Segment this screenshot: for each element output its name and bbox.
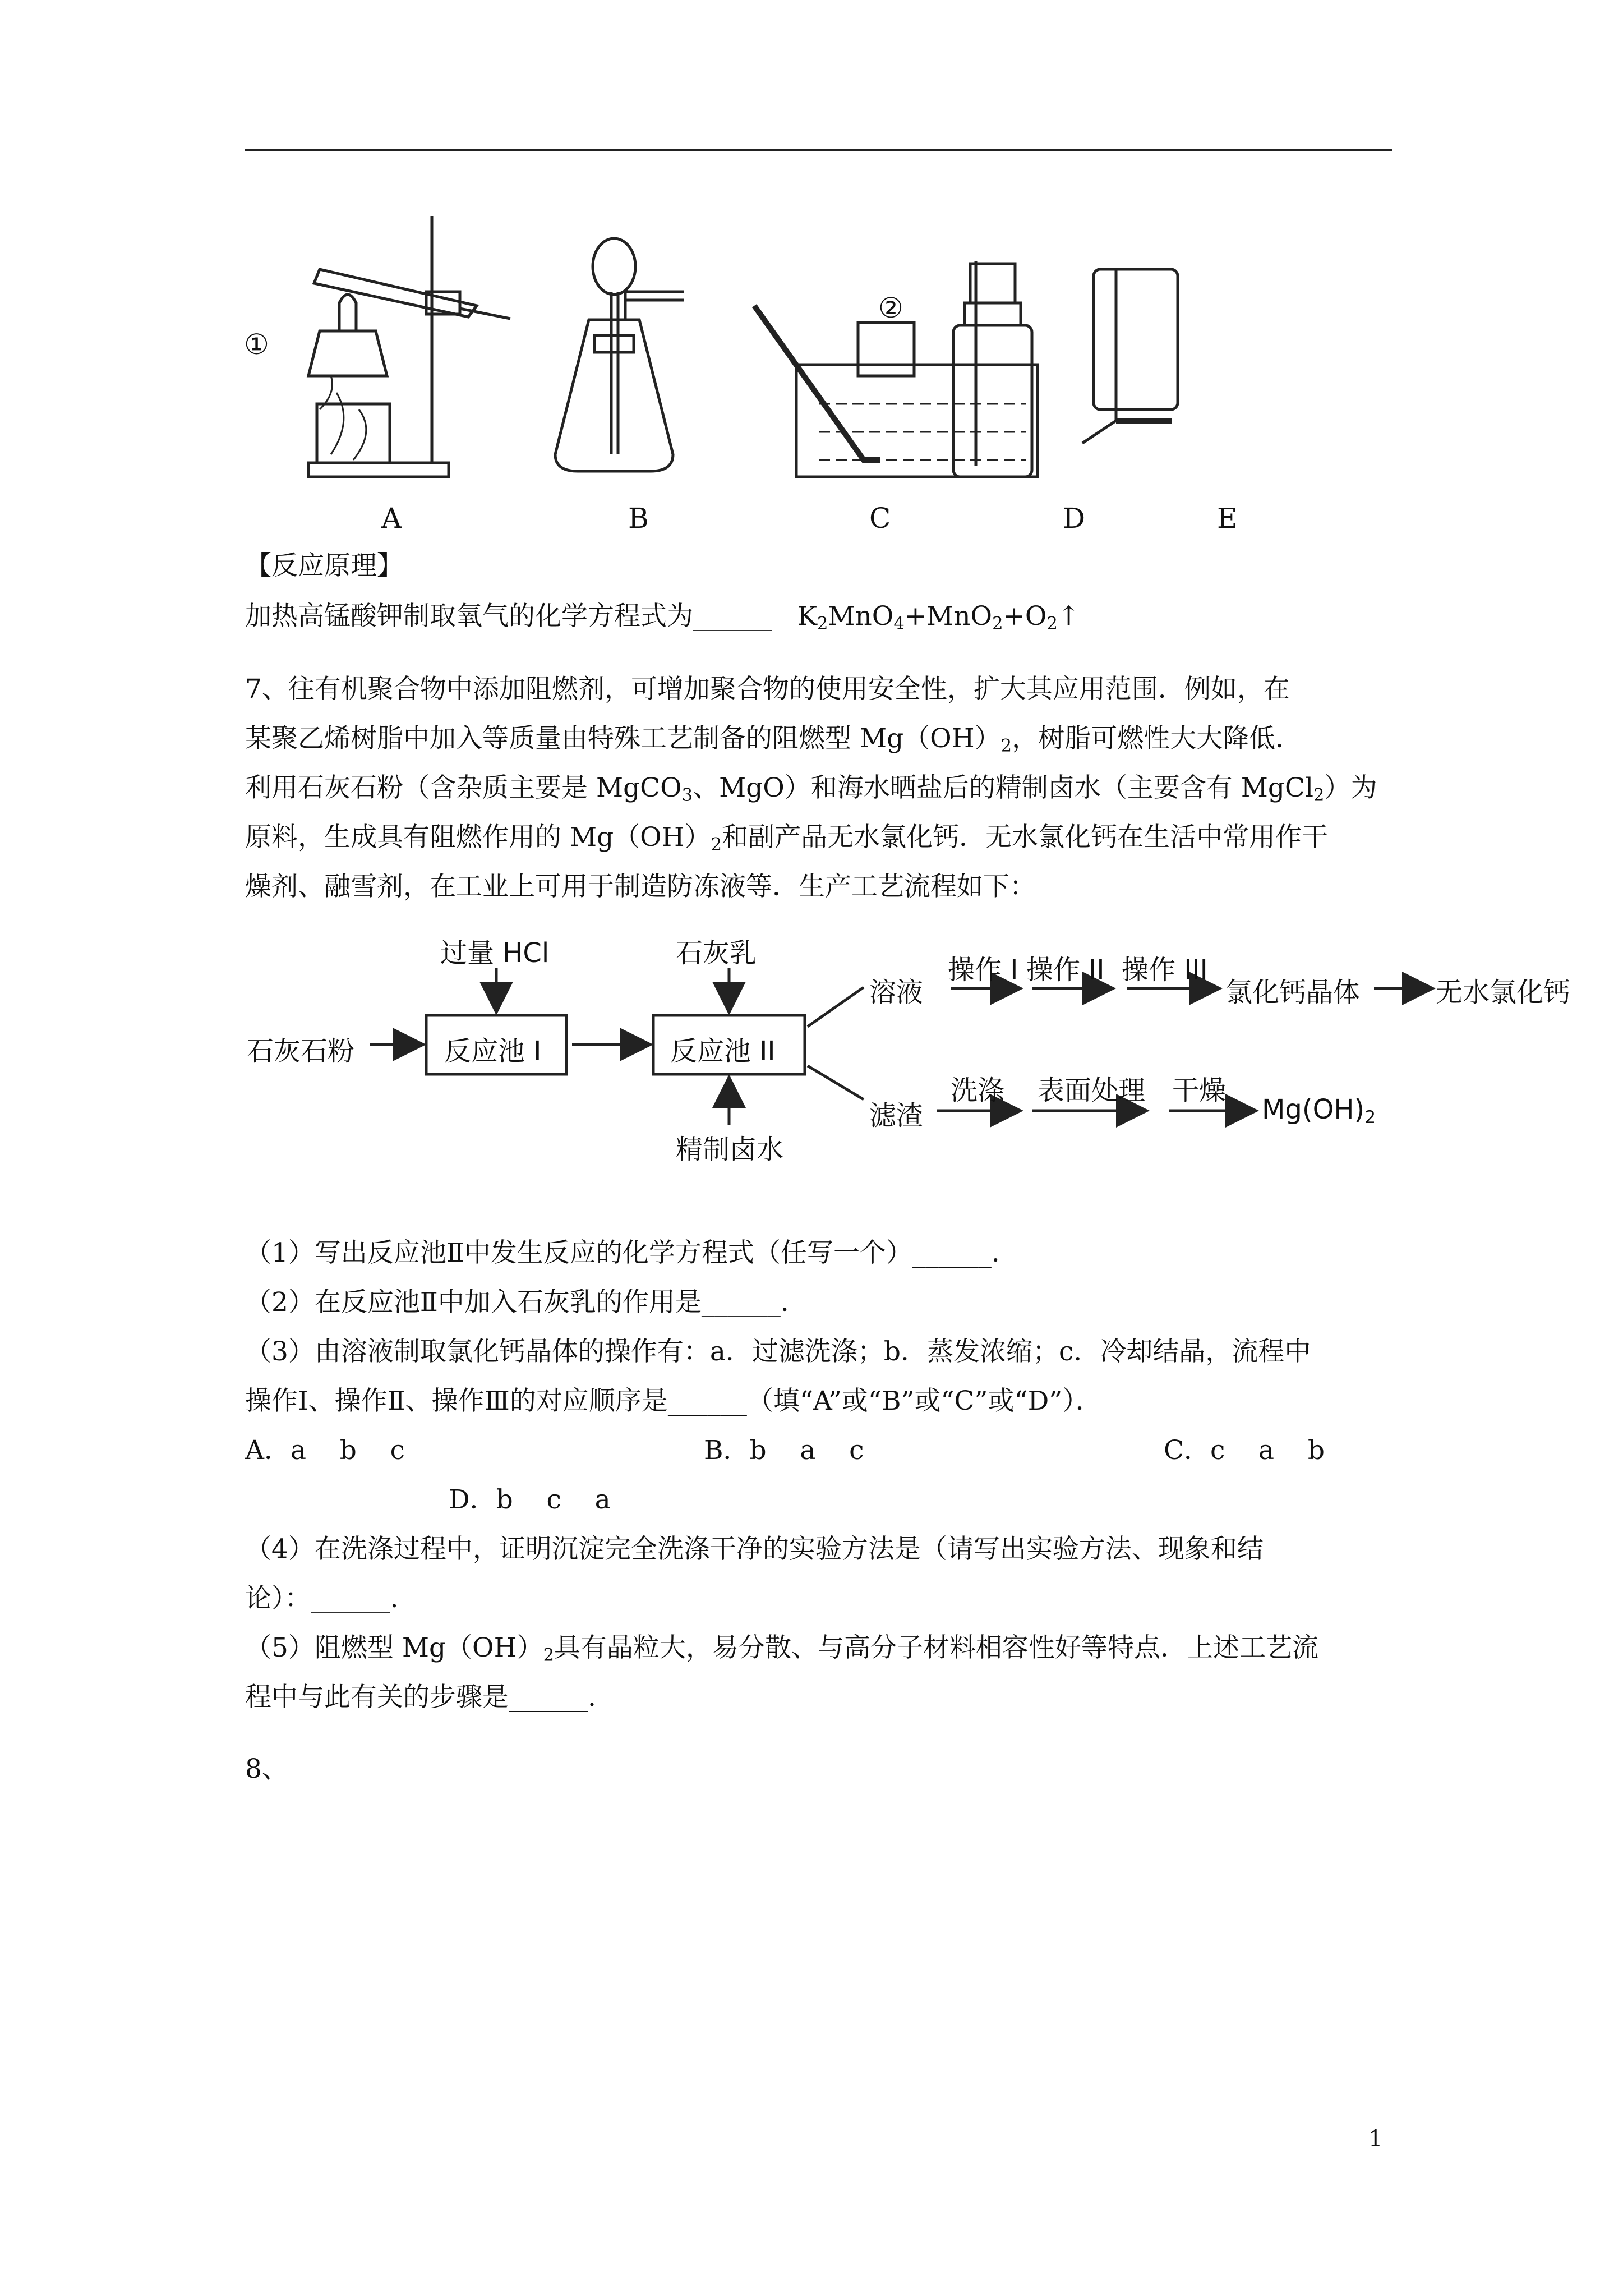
flame xyxy=(339,295,356,331)
q7-line4: 原料，生成具有阻燃作用的 $Mg(OH)_2$和副产品无水氯化钙．无水氯化钙在生活中常用作干 xyxy=(245,822,1329,855)
gas-bottle-d xyxy=(953,325,1032,477)
flow-op1: 操作 I xyxy=(948,954,1018,986)
q7-line1: 7、往有机聚合物中添加阻燃剂，可增加聚合物的使用安全性，扩大其应用范围．例如，在 xyxy=(245,674,1290,705)
flow-wash: 洗涤 xyxy=(951,1075,1005,1106)
apparatus-figure xyxy=(241,208,1295,544)
question-3-line2: 操作Ⅰ、操作Ⅱ、操作Ⅲ的对应顺序是______（填“A”或“B”或“C”或“D”）． xyxy=(245,1386,1102,1416)
page-number: 1 xyxy=(1368,2126,1383,2152)
flow-pool2: 反应池 II xyxy=(670,1036,776,1067)
reaction-line: 加热高锰酸钾制取氧气的化学方程式为______ $K_2MnO_4+MnO_2+O_2↑$ xyxy=(245,601,1080,634)
flow-lines xyxy=(236,926,1593,1178)
flow-brine: 精制卤水 xyxy=(676,1134,784,1165)
wood-block xyxy=(317,404,390,463)
header-rule xyxy=(245,149,1392,151)
option-c: C．c a b xyxy=(1164,1435,1325,1466)
flow-hcl: 过量 HCl xyxy=(440,937,550,969)
flow-input: 石灰石粉 xyxy=(247,1036,355,1067)
question-1: （1）写出反应池Ⅱ中发生反应的化学方程式（任写一个）______． xyxy=(245,1237,1018,1268)
flow-solution: 溶液 xyxy=(869,977,924,1008)
question-3-line1: （3）由溶液制取氯化钙晶体的操作有：a．过滤洗涤；b．蒸发浓缩；c．冷却结晶，流程中 xyxy=(245,1336,1311,1367)
label-d: D xyxy=(1063,502,1086,535)
gas-jar xyxy=(858,323,914,376)
option-a: A．a b c xyxy=(245,1435,405,1466)
funnel-bulb xyxy=(593,238,635,295)
process-flow-diagram xyxy=(236,926,1593,1178)
q7-line2: 某聚乙烯树脂中加入等质量由特殊工艺制备的阻燃型 $Mg(OH)_2$，树脂可燃性大大降低． xyxy=(245,723,1302,756)
question-5-line1: （5）阻燃型 $Mg(OH)_2$具有晶粒大，易分散、与高分子材料相容性好等特点．上述工艺流 xyxy=(245,1632,1319,1665)
stand-base xyxy=(308,463,449,477)
marker-1: ① xyxy=(244,328,269,361)
marker-2: ② xyxy=(878,292,903,324)
label-b: B xyxy=(628,502,649,535)
apparatus-drawing xyxy=(241,208,1295,544)
question-2: （2）在反应池Ⅱ中加入石灰乳的作用是______． xyxy=(245,1287,807,1318)
q7-line3: 利用石灰石粉（含杂质主要是 MgCO$_3$、MgO）和海水晒盐后的精制卤水（主要含有 MgCl$_2$）为 xyxy=(245,772,1377,806)
conical-flask xyxy=(555,320,673,471)
flow-op2: 操作 II xyxy=(1026,954,1105,986)
section-heading: 【反应原理】 xyxy=(245,550,403,581)
flow-cacl2-crystal: 氯化钙晶体 xyxy=(1225,977,1361,1008)
label-e: E xyxy=(1217,502,1238,535)
gas-bottle-e xyxy=(1094,269,1178,409)
question-4-line2: 论）：______. xyxy=(245,1583,399,1614)
question-5-line2: 程中与此有关的步骤是______. xyxy=(245,1682,596,1713)
flow-residue: 滤渣 xyxy=(869,1100,924,1131)
flow-anhydrous: 无水氯化钙 xyxy=(1436,977,1571,1008)
flow-dry: 干燥 xyxy=(1172,1075,1227,1106)
flow-product: $Mg(OH)_2$ xyxy=(1262,1094,1376,1128)
option-d: D．b c a xyxy=(449,1484,611,1515)
question-4-line1: （4）在洗涤过程中，证明沉淀完全洗涤干净的实验方法是（请写出实验方法、现象和结 xyxy=(245,1534,1264,1565)
flow-lime-milk: 石灰乳 xyxy=(676,937,757,969)
option-b: B．b a c xyxy=(704,1435,864,1466)
label-c: C xyxy=(869,502,891,535)
question-8: 8、 xyxy=(245,1754,288,1784)
alcohol-lamp xyxy=(308,331,387,376)
label-a: A xyxy=(381,502,402,535)
q7-line5: 燥剂、融雪剂，在工业上可用于制造防冻液等．生产工艺流程如下： xyxy=(245,871,1036,902)
flow-op3: 操作 III xyxy=(1122,954,1208,986)
flow-pool1: 反应池 I xyxy=(444,1036,542,1067)
flow-surface: 表面处理 xyxy=(1038,1075,1146,1106)
